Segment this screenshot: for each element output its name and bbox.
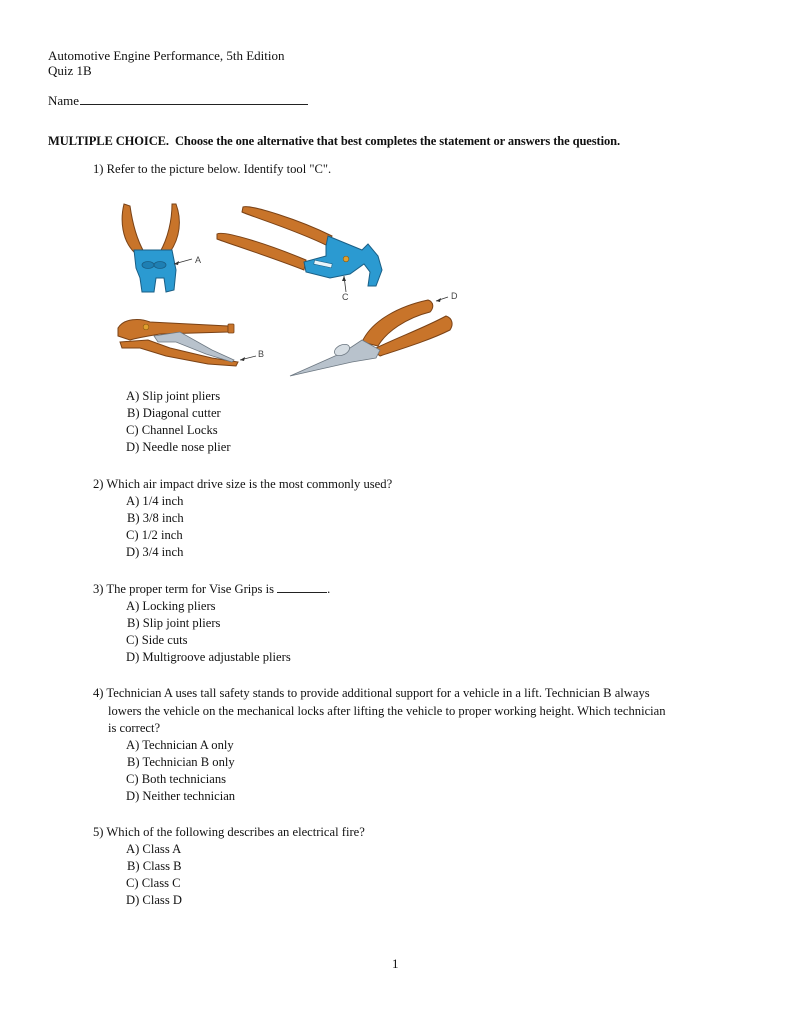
label-d: D	[451, 291, 458, 301]
q3-option-c[interactable]: C) Side cuts	[126, 633, 188, 647]
q3-option-b[interactable]: B) Slip joint pliers	[127, 616, 221, 630]
question-text-end: .	[327, 582, 331, 596]
question-number: 3)	[93, 582, 104, 596]
q5-option-c[interactable]: C) Class C	[126, 876, 181, 890]
name-label: Name	[48, 93, 80, 108]
tool-c-illustration	[217, 207, 382, 302]
label-c: C	[342, 292, 349, 302]
q3-option-d[interactable]: D) Multigroove adjustable pliers	[126, 650, 291, 664]
tool-a-illustration	[122, 204, 201, 292]
question-1	[93, 161, 331, 178]
q5-option-b[interactable]: B) Class B	[127, 859, 182, 873]
q3-option-a[interactable]: A) Locking pliers	[126, 599, 216, 613]
question-2	[93, 476, 392, 493]
question-3	[93, 581, 330, 598]
answer-blank	[277, 582, 327, 593]
q5-option-a[interactable]: A) Class A	[126, 842, 182, 856]
q1-option-a[interactable]: A) Slip joint pliers	[126, 389, 221, 403]
label-b: B	[258, 349, 265, 359]
question-number: 1)	[93, 162, 104, 176]
question-text: Refer to the picture below. Identify tool "C".	[106, 162, 332, 176]
name-blank-line[interactable]	[80, 92, 308, 105]
pliers-figure	[100, 190, 480, 390]
instructions	[48, 134, 620, 149]
q2-option-c[interactable]: C) 1/2 inch	[126, 528, 183, 542]
question-number: 4)	[93, 686, 104, 700]
quiz-title: Quiz 1B	[48, 63, 92, 78]
question-text: Which air impact drive size is the most commonly used?	[106, 477, 393, 491]
question-4-line-3: is correct?	[108, 721, 161, 735]
q4-option-d[interactable]: D) Neither technician	[126, 789, 236, 803]
q4-option-b[interactable]: B) Technician B only	[127, 755, 235, 769]
question-number: 2)	[93, 477, 104, 491]
q4-option-a[interactable]: A) Technician A only	[126, 738, 234, 752]
instructions-text: Choose the one alternative that best completes the statement or answers the question.	[174, 134, 620, 148]
instructions-lead: MULTIPLE CHOICE.	[48, 134, 169, 148]
q1-option-b[interactable]: B) Diagonal cutter	[127, 406, 221, 420]
question-4	[93, 685, 650, 702]
question-5	[93, 824, 365, 841]
tool-b-illustration	[118, 320, 264, 366]
question-4-line-2: lowers the vehicle on the mechanical locks after lifting the vehicle to proper working height. Which technician	[108, 704, 666, 718]
q2-option-a[interactable]: A) 1/4 inch	[126, 494, 184, 508]
q1-option-c[interactable]: C) Channel Locks	[126, 423, 218, 437]
question-text: The proper term for Vise Grips is	[106, 582, 275, 596]
q5-option-d[interactable]: D) Class D	[126, 893, 182, 907]
q2-option-d[interactable]: D) 3/4 inch	[126, 545, 184, 559]
q2-option-b[interactable]: B) 3/8 inch	[127, 511, 184, 525]
tool-d-illustration	[290, 291, 458, 376]
page-number: 1	[392, 956, 399, 971]
question-text-line-1: Technician A uses tall safety stands to provide additional support for a vehicle in a lift. Technician B always	[106, 686, 650, 700]
question-text: Which of the following describes an electrical fire?	[106, 825, 365, 839]
name-field	[48, 92, 308, 108]
q1-option-d[interactable]: D) Needle nose plier	[126, 440, 231, 454]
course-title: Automotive Engine Performance, 5th Edition	[48, 48, 285, 63]
q4-option-c[interactable]: C) Both technicians	[126, 772, 227, 786]
label-a: A	[195, 255, 202, 265]
question-number: 5)	[93, 825, 104, 839]
